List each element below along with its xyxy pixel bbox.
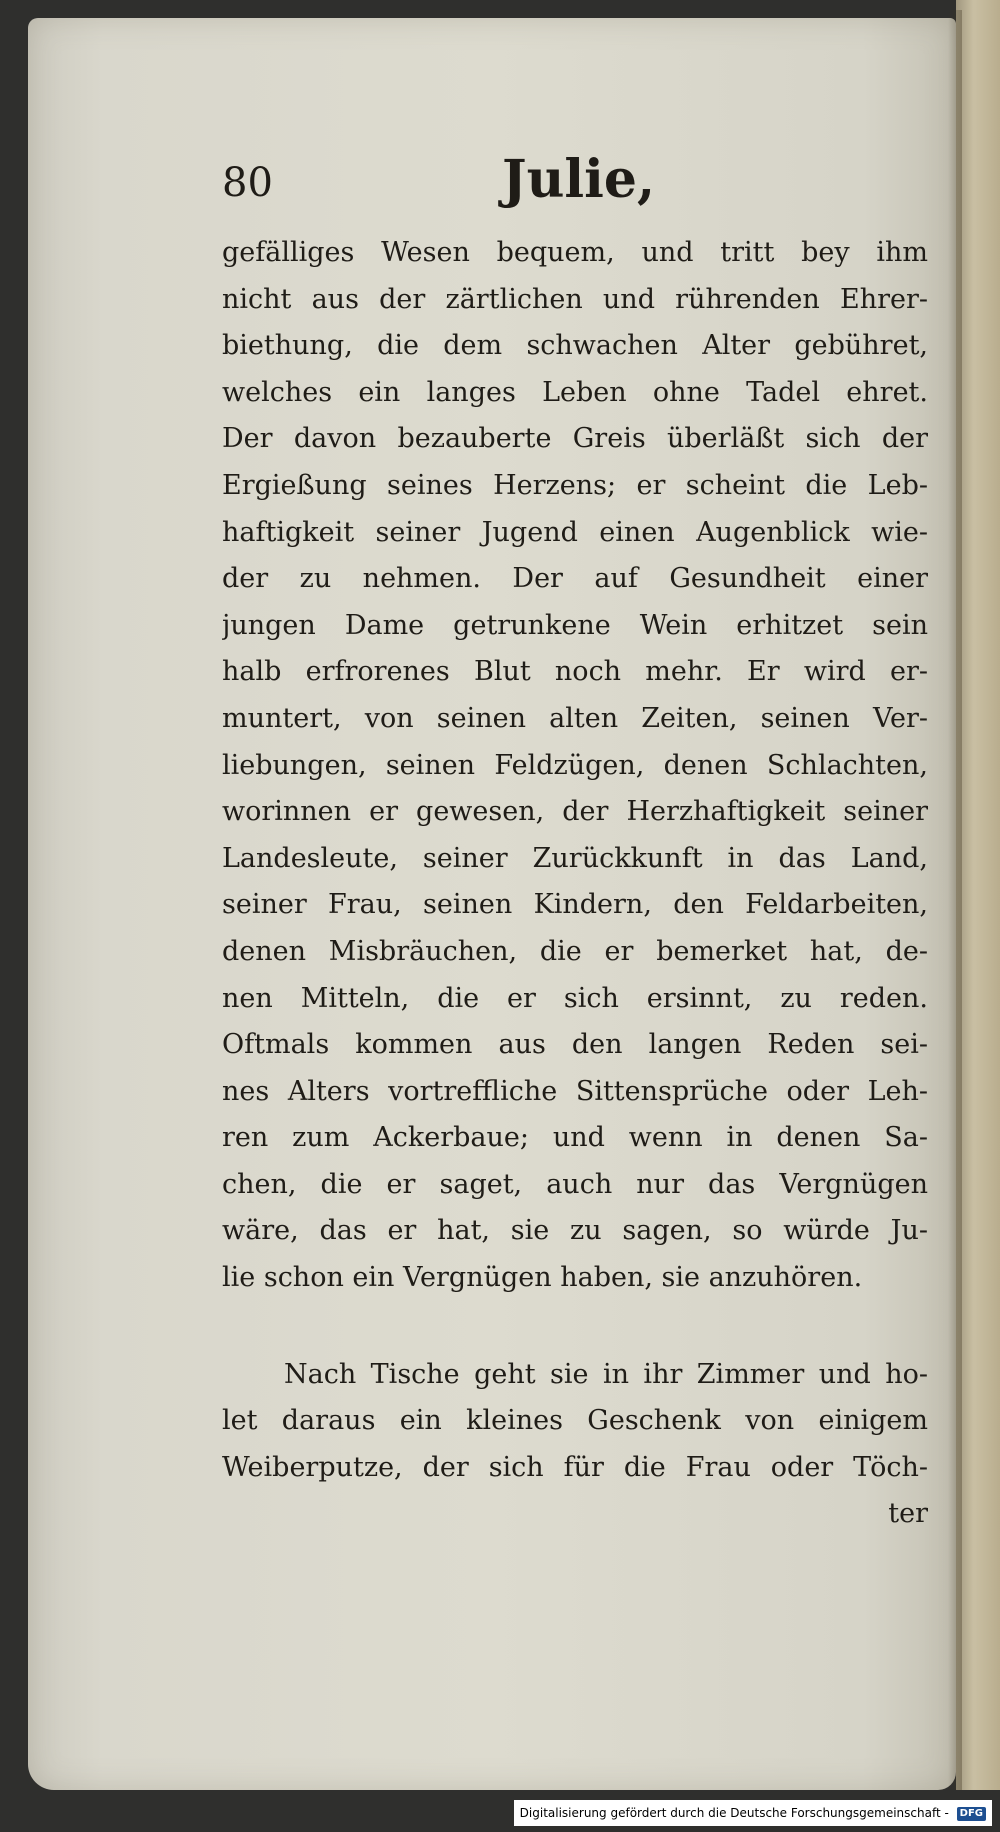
paragraph-1: [222, 230, 928, 1302]
text-line: ren zum Ackerbaue; und wenn in denen Sa-: [222, 1122, 928, 1154]
paragraph-2: [222, 1352, 928, 1538]
dfg-logo: DFG: [957, 1807, 986, 1821]
credit-text: Digitalisierung gefördert durch die Deutsche Forschungsgemeinschaft -: [519, 1806, 949, 1820]
body-text: [222, 230, 928, 1538]
text-line: gefälliges Wesen bequem, und tritt bey ihm: [222, 237, 928, 268]
text-line: chen, die er saget, auch nur das Vergnügen: [222, 1168, 928, 1200]
page-header: [222, 150, 782, 220]
text-line: worinnen er gewesen, der Herzhaftigkeit seiner: [222, 796, 928, 828]
text-line: Ergießung seines Herzens; er scheint die Leb-: [222, 469, 928, 501]
text-line: der zu nehmen. Der auf Gesundheit einer: [222, 563, 928, 595]
book-fore-edge: [956, 0, 1000, 1790]
page-number: 80: [222, 160, 273, 206]
text-line: denen Misbräuchen, die er bemerket hat, de-: [222, 935, 928, 967]
text-line: seiner Frau, seinen Kindern, den Feldarbeiten,: [222, 889, 928, 921]
text-line: wäre, das er hat, sie zu sagen, so würde Ju-: [222, 1215, 928, 1247]
text-line: liebungen, seinen Feldzügen, denen Schlachten,: [222, 749, 928, 781]
text-line: let daraus ein kleines Geschenk von einigem: [222, 1405, 928, 1437]
paragraph-gap: [222, 1302, 928, 1352]
text-line: halb erfrorenes Blut noch mehr. Er wird er-: [222, 656, 928, 688]
text-line: jungen Dame getrunkene Wein erhitzet sein: [222, 609, 928, 641]
text-line: muntert, von seinen alten Zeiten, seinen Ver-: [222, 702, 928, 734]
text-line: Oftmals kommen aus den langen Reden sei-: [222, 1029, 928, 1061]
text-line: Der davon bezauberte Greis überläßt sich der: [222, 423, 928, 455]
text-line: nen Mitteln, die er sich ersinnt, zu reden.: [222, 982, 928, 1014]
text-line: lie schon ein Vergnügen haben, sie anzuhören.: [222, 1262, 863, 1294]
text-line: Landesleute, seiner Zurückkunft in das Land,: [222, 842, 928, 874]
text-line: welches ein langes Leben ohne Tadel ehret.: [222, 376, 928, 408]
text-line: nes Alters vortreffliche Sittensprüche oder Leh-: [222, 1075, 928, 1107]
text-line: Weiberputze, der sich für die Frau oder Töch-: [222, 1451, 928, 1483]
digitization-credit: [514, 1800, 992, 1826]
text-line: nicht aus der zärtlichen und rührenden Ehrer-: [222, 283, 928, 315]
text-line: haftigkeit seiner Jugend einen Augenblick wie-: [222, 516, 928, 548]
running-title: Julie,: [502, 149, 656, 210]
page-edge-shadow: [948, 10, 962, 1790]
text-line: Nach Tische geht sie in ihr Zimmer und ho-: [284, 1358, 928, 1390]
catchword: ter: [888, 1498, 928, 1530]
text-line: biethung, die dem schwachen Alter gebühret,: [222, 330, 928, 362]
